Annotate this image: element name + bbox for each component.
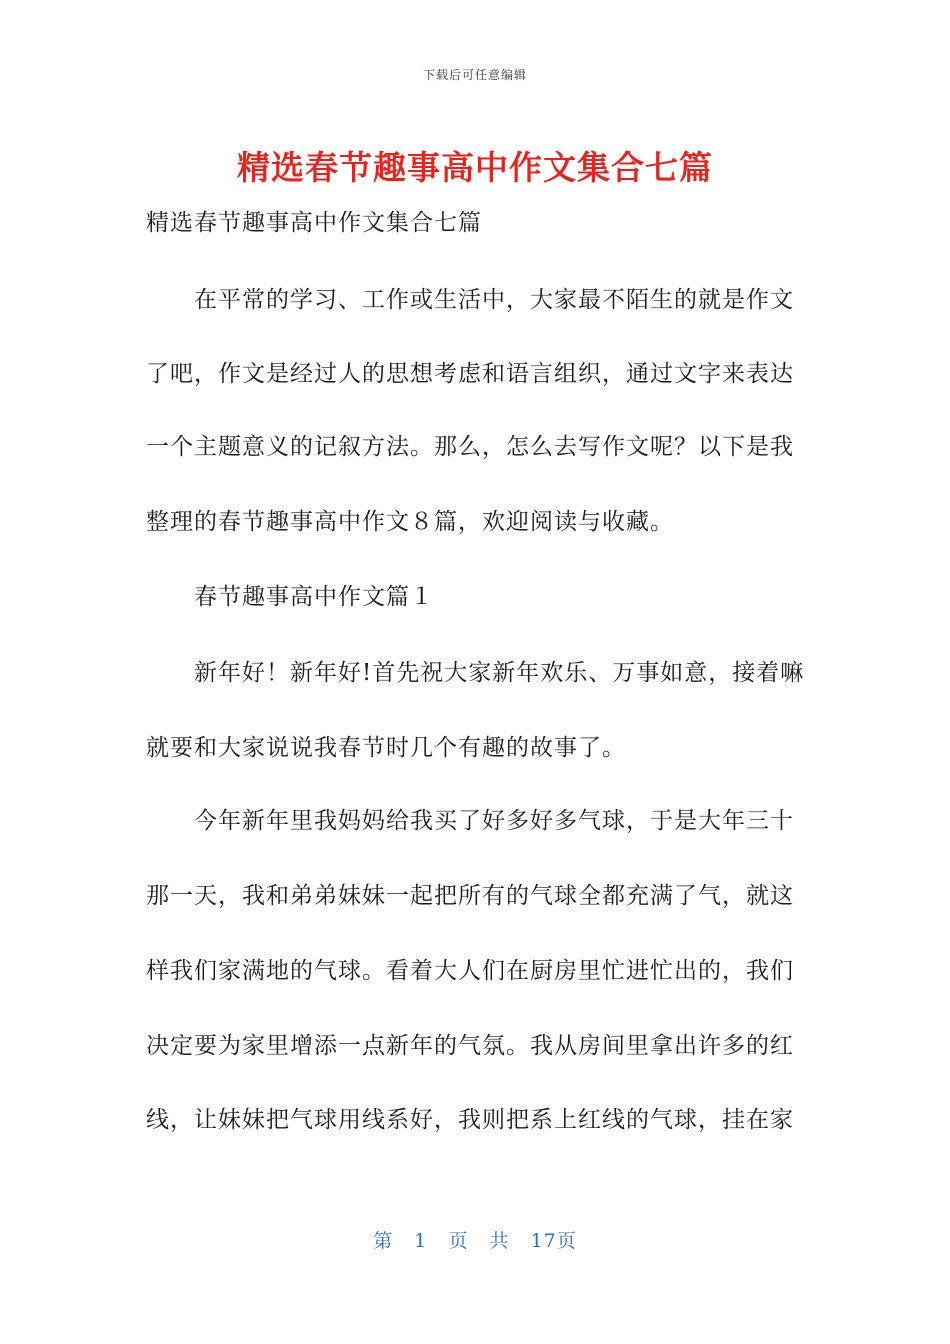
paragraph-line: 在平常的学习、工作或生活中，大家最不陌生的就是作文 — [194, 287, 794, 313]
document-title: 精选春节趣事高中作文集合七篇 — [237, 148, 713, 187]
paragraph-line: 那一天，我和弟弟妹妹一起把所有的气球全都充满了气，就这 — [146, 883, 794, 909]
paragraph-line: 样我们家满地的气球。看着大人们在厨房里忙进忙出的，我们 — [146, 958, 794, 984]
footer-label-di: 第 — [373, 1230, 394, 1252]
footer-label-gong: 共 — [489, 1230, 510, 1252]
header-note: 下载后可任意编辑 — [422, 68, 527, 82]
page-footer — [0, 1226, 950, 1253]
paragraph-line: 今年新年里我妈妈给我买了好多好多气球，于是大年三十 — [194, 808, 794, 834]
paragraph-line: 就要和大家说说我春节时几个有趣的故事了。 — [146, 735, 626, 761]
paragraph-line: 决定要为家里增添一点新年的气氛。我从房间里拿出许多的红 — [146, 1033, 794, 1059]
footer-label-ye-end: 页 — [556, 1230, 577, 1252]
footer-total-pages: 17 — [530, 1230, 557, 1252]
paragraph-line: 整理的春节趣事高中作文８篇，欢迎阅读与收藏。 — [146, 509, 674, 535]
paragraph-line: 新年好！新年好!首先祝大家新年欢乐、万事如意，接着嘛 — [194, 660, 805, 686]
paragraph-line: 线，让妹妹把气球用线系好，我则把系上红线的气球，挂在家 — [146, 1107, 794, 1133]
subtitle-line: 精选春节趣事高中作文集合七篇 — [146, 210, 482, 236]
paragraph-line: 了吧，作文是经过人的思想考虑和语言组织，通过文字来表达 — [146, 361, 794, 387]
footer-label-ye: 页 — [448, 1230, 469, 1252]
section-heading: 春节趣事高中作文篇１ — [194, 584, 434, 610]
footer-current-page: 1 — [414, 1230, 428, 1252]
paragraph-line: 一个主题意义的记叙方法。那么，怎么去写作文呢？以下是我 — [146, 434, 794, 460]
